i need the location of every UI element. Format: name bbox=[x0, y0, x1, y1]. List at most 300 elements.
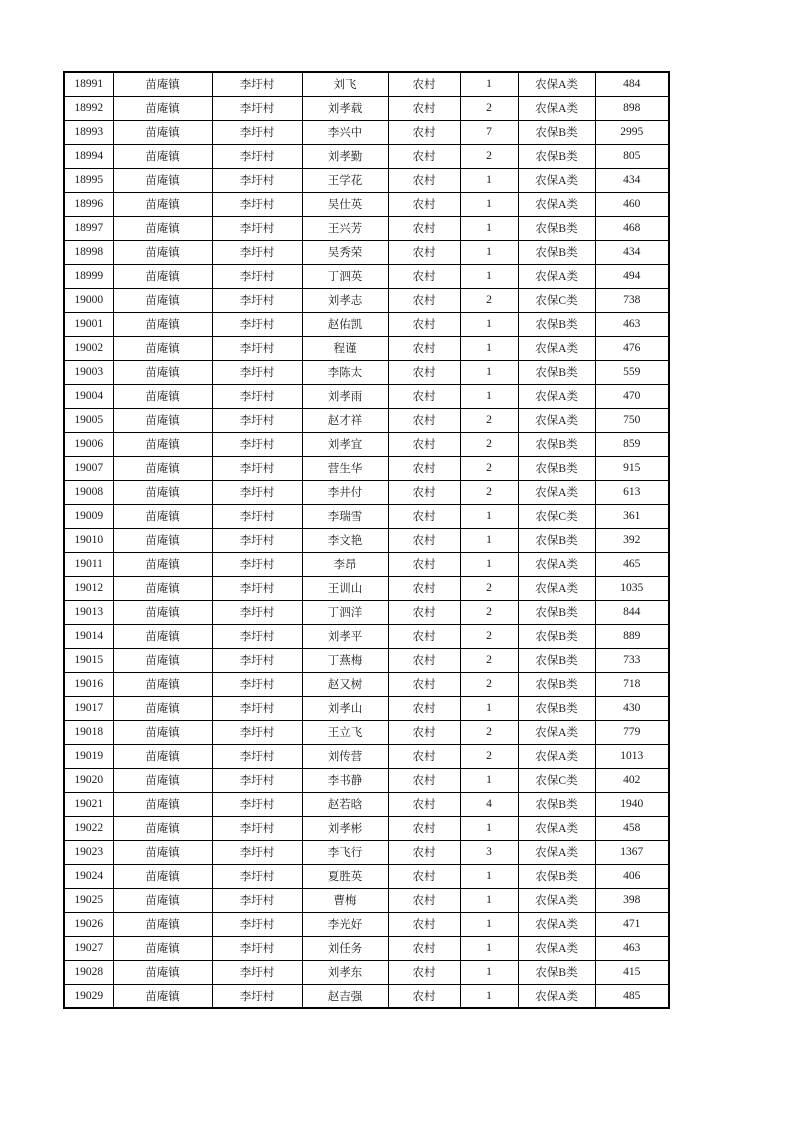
cell-serial-number: 19010 bbox=[64, 528, 113, 552]
cell-person-name: 王学花 bbox=[302, 168, 388, 192]
cell-amount: 460 bbox=[595, 192, 669, 216]
cell-serial-number: 19005 bbox=[64, 408, 113, 432]
cell-person-name: 夏胜英 bbox=[302, 864, 388, 888]
cell-amount: 463 bbox=[595, 312, 669, 336]
cell-insurance-category: 农保A类 bbox=[518, 840, 595, 864]
cell-residence-type: 农村 bbox=[388, 96, 460, 120]
table-row bbox=[64, 864, 669, 888]
cell-village: 李圩村 bbox=[212, 264, 302, 288]
cell-village: 李圩村 bbox=[212, 72, 302, 96]
cell-person-count: 3 bbox=[460, 840, 518, 864]
cell-person-name: 李文艳 bbox=[302, 528, 388, 552]
cell-residence-type: 农村 bbox=[388, 216, 460, 240]
cell-residence-type: 农村 bbox=[388, 336, 460, 360]
cell-person-count: 1 bbox=[460, 240, 518, 264]
cell-residence-type: 农村 bbox=[388, 816, 460, 840]
cell-person-name: 李井付 bbox=[302, 480, 388, 504]
cell-person-name: 赵若晗 bbox=[302, 792, 388, 816]
cell-residence-type: 农村 bbox=[388, 264, 460, 288]
cell-town: 苗庵镇 bbox=[113, 360, 212, 384]
cell-town: 苗庵镇 bbox=[113, 408, 212, 432]
cell-amount: 415 bbox=[595, 960, 669, 984]
cell-town: 苗庵镇 bbox=[113, 984, 212, 1008]
cell-insurance-category: 农保B类 bbox=[518, 312, 595, 336]
cell-serial-number: 19018 bbox=[64, 720, 113, 744]
table-row bbox=[64, 744, 669, 768]
cell-town: 苗庵镇 bbox=[113, 624, 212, 648]
cell-person-count: 1 bbox=[460, 984, 518, 1008]
table-row bbox=[64, 288, 669, 312]
cell-village: 李圩村 bbox=[212, 792, 302, 816]
cell-residence-type: 农村 bbox=[388, 168, 460, 192]
cell-village: 李圩村 bbox=[212, 768, 302, 792]
cell-residence-type: 农村 bbox=[388, 888, 460, 912]
table-row bbox=[64, 192, 669, 216]
cell-town: 苗庵镇 bbox=[113, 216, 212, 240]
table-row bbox=[64, 456, 669, 480]
cell-town: 苗庵镇 bbox=[113, 456, 212, 480]
cell-person-name: 刘孝志 bbox=[302, 288, 388, 312]
cell-serial-number: 19007 bbox=[64, 456, 113, 480]
cell-person-name: 李昂 bbox=[302, 552, 388, 576]
cell-town: 苗庵镇 bbox=[113, 888, 212, 912]
cell-insurance-category: 农保B类 bbox=[518, 360, 595, 384]
cell-amount: 430 bbox=[595, 696, 669, 720]
cell-insurance-category: 农保A类 bbox=[518, 744, 595, 768]
table-row bbox=[64, 720, 669, 744]
table-row bbox=[64, 696, 669, 720]
cell-person-name: 丁泗洋 bbox=[302, 600, 388, 624]
cell-residence-type: 农村 bbox=[388, 912, 460, 936]
cell-insurance-category: 农保B类 bbox=[518, 120, 595, 144]
cell-village: 李圩村 bbox=[212, 120, 302, 144]
cell-amount: 844 bbox=[595, 600, 669, 624]
cell-insurance-category: 农保B类 bbox=[518, 672, 595, 696]
cell-person-count: 2 bbox=[460, 624, 518, 648]
cell-person-name: 吴秀荣 bbox=[302, 240, 388, 264]
cell-serial-number: 19022 bbox=[64, 816, 113, 840]
cell-town: 苗庵镇 bbox=[113, 696, 212, 720]
cell-person-count: 2 bbox=[460, 672, 518, 696]
cell-town: 苗庵镇 bbox=[113, 576, 212, 600]
cell-residence-type: 农村 bbox=[388, 648, 460, 672]
cell-serial-number: 18994 bbox=[64, 144, 113, 168]
cell-amount: 465 bbox=[595, 552, 669, 576]
cell-amount: 779 bbox=[595, 720, 669, 744]
cell-insurance-category: 农保B类 bbox=[518, 624, 595, 648]
cell-town: 苗庵镇 bbox=[113, 144, 212, 168]
cell-person-count: 1 bbox=[460, 528, 518, 552]
cell-town: 苗庵镇 bbox=[113, 912, 212, 936]
cell-person-name: 李书静 bbox=[302, 768, 388, 792]
cell-person-count: 1 bbox=[460, 936, 518, 960]
cell-person-name: 赵佑凯 bbox=[302, 312, 388, 336]
cell-serial-number: 19003 bbox=[64, 360, 113, 384]
table-row bbox=[64, 888, 669, 912]
cell-town: 苗庵镇 bbox=[113, 72, 212, 96]
cell-town: 苗庵镇 bbox=[113, 552, 212, 576]
cell-residence-type: 农村 bbox=[388, 984, 460, 1008]
cell-amount: 718 bbox=[595, 672, 669, 696]
cell-town: 苗庵镇 bbox=[113, 384, 212, 408]
cell-residence-type: 农村 bbox=[388, 624, 460, 648]
cell-village: 李圩村 bbox=[212, 456, 302, 480]
cell-amount: 1013 bbox=[595, 744, 669, 768]
cell-amount: 406 bbox=[595, 864, 669, 888]
cell-serial-number: 18992 bbox=[64, 96, 113, 120]
cell-serial-number: 19009 bbox=[64, 504, 113, 528]
cell-residence-type: 农村 bbox=[388, 456, 460, 480]
cell-insurance-category: 农保B类 bbox=[518, 216, 595, 240]
cell-person-name: 刘孝山 bbox=[302, 696, 388, 720]
cell-serial-number: 18997 bbox=[64, 216, 113, 240]
benefits-register-table bbox=[63, 71, 670, 1009]
cell-person-name: 刘任务 bbox=[302, 936, 388, 960]
cell-amount: 733 bbox=[595, 648, 669, 672]
cell-town: 苗庵镇 bbox=[113, 744, 212, 768]
cell-amount: 750 bbox=[595, 408, 669, 432]
cell-residence-type: 农村 bbox=[388, 672, 460, 696]
cell-residence-type: 农村 bbox=[388, 240, 460, 264]
cell-person-count: 2 bbox=[460, 144, 518, 168]
cell-amount: 859 bbox=[595, 432, 669, 456]
table-row bbox=[64, 216, 669, 240]
cell-town: 苗庵镇 bbox=[113, 768, 212, 792]
table-row bbox=[64, 600, 669, 624]
cell-person-count: 1 bbox=[460, 504, 518, 528]
table-body bbox=[64, 72, 669, 1008]
cell-amount: 613 bbox=[595, 480, 669, 504]
table-row bbox=[64, 96, 669, 120]
cell-village: 李圩村 bbox=[212, 816, 302, 840]
cell-person-count: 2 bbox=[460, 408, 518, 432]
cell-town: 苗庵镇 bbox=[113, 192, 212, 216]
cell-village: 李圩村 bbox=[212, 504, 302, 528]
cell-person-name: 刘孝东 bbox=[302, 960, 388, 984]
cell-amount: 494 bbox=[595, 264, 669, 288]
cell-person-count: 4 bbox=[460, 792, 518, 816]
cell-person-name: 王训山 bbox=[302, 576, 388, 600]
cell-amount: 476 bbox=[595, 336, 669, 360]
cell-serial-number: 18993 bbox=[64, 120, 113, 144]
cell-person-name: 赵吉强 bbox=[302, 984, 388, 1008]
cell-town: 苗庵镇 bbox=[113, 960, 212, 984]
cell-town: 苗庵镇 bbox=[113, 600, 212, 624]
cell-insurance-category: 农保B类 bbox=[518, 600, 595, 624]
cell-town: 苗庵镇 bbox=[113, 288, 212, 312]
cell-person-count: 1 bbox=[460, 384, 518, 408]
cell-residence-type: 农村 bbox=[388, 72, 460, 96]
cell-residence-type: 农村 bbox=[388, 960, 460, 984]
cell-village: 李圩村 bbox=[212, 624, 302, 648]
cell-town: 苗庵镇 bbox=[113, 528, 212, 552]
cell-serial-number: 19028 bbox=[64, 960, 113, 984]
cell-town: 苗庵镇 bbox=[113, 672, 212, 696]
cell-person-name: 王兴芳 bbox=[302, 216, 388, 240]
cell-person-count: 2 bbox=[460, 432, 518, 456]
cell-village: 李圩村 bbox=[212, 696, 302, 720]
cell-serial-number: 19004 bbox=[64, 384, 113, 408]
cell-town: 苗庵镇 bbox=[113, 816, 212, 840]
cell-insurance-category: 农保A类 bbox=[518, 552, 595, 576]
cell-serial-number: 19029 bbox=[64, 984, 113, 1008]
cell-town: 苗庵镇 bbox=[113, 864, 212, 888]
cell-serial-number: 18991 bbox=[64, 72, 113, 96]
cell-serial-number: 19012 bbox=[64, 576, 113, 600]
cell-person-name: 李光好 bbox=[302, 912, 388, 936]
cell-insurance-category: 农保A类 bbox=[518, 96, 595, 120]
table-row bbox=[64, 912, 669, 936]
cell-serial-number: 19020 bbox=[64, 768, 113, 792]
cell-amount: 361 bbox=[595, 504, 669, 528]
cell-person-count: 1 bbox=[460, 360, 518, 384]
cell-serial-number: 19013 bbox=[64, 600, 113, 624]
cell-insurance-category: 农保B类 bbox=[518, 696, 595, 720]
table-row bbox=[64, 432, 669, 456]
cell-insurance-category: 农保C类 bbox=[518, 768, 595, 792]
cell-person-count: 1 bbox=[460, 216, 518, 240]
cell-person-count: 1 bbox=[460, 72, 518, 96]
cell-village: 李圩村 bbox=[212, 528, 302, 552]
cell-person-count: 1 bbox=[460, 312, 518, 336]
cell-village: 李圩村 bbox=[212, 672, 302, 696]
table-row bbox=[64, 576, 669, 600]
cell-insurance-category: 农保A类 bbox=[518, 480, 595, 504]
cell-serial-number: 19000 bbox=[64, 288, 113, 312]
cell-amount: 434 bbox=[595, 240, 669, 264]
cell-amount: 1035 bbox=[595, 576, 669, 600]
table-row bbox=[64, 168, 669, 192]
cell-serial-number: 19016 bbox=[64, 672, 113, 696]
cell-serial-number: 18998 bbox=[64, 240, 113, 264]
table-row bbox=[64, 816, 669, 840]
table-row bbox=[64, 768, 669, 792]
cell-serial-number: 19019 bbox=[64, 744, 113, 768]
cell-village: 李圩村 bbox=[212, 408, 302, 432]
cell-village: 李圩村 bbox=[212, 360, 302, 384]
cell-person-name: 营生华 bbox=[302, 456, 388, 480]
cell-person-name: 李瑞雪 bbox=[302, 504, 388, 528]
cell-town: 苗庵镇 bbox=[113, 840, 212, 864]
cell-serial-number: 19008 bbox=[64, 480, 113, 504]
cell-town: 苗庵镇 bbox=[113, 120, 212, 144]
table-row bbox=[64, 144, 669, 168]
cell-person-count: 1 bbox=[460, 552, 518, 576]
cell-serial-number: 19006 bbox=[64, 432, 113, 456]
cell-person-name: 刘孝彬 bbox=[302, 816, 388, 840]
cell-insurance-category: 农保C类 bbox=[518, 504, 595, 528]
cell-person-count: 1 bbox=[460, 768, 518, 792]
cell-town: 苗庵镇 bbox=[113, 432, 212, 456]
cell-insurance-category: 农保A类 bbox=[518, 336, 595, 360]
table-row bbox=[64, 408, 669, 432]
cell-person-count: 2 bbox=[460, 600, 518, 624]
cell-amount: 484 bbox=[595, 72, 669, 96]
cell-insurance-category: 农保A类 bbox=[518, 264, 595, 288]
cell-serial-number: 19021 bbox=[64, 792, 113, 816]
cell-person-count: 2 bbox=[460, 456, 518, 480]
table-row bbox=[64, 960, 669, 984]
cell-amount: 392 bbox=[595, 528, 669, 552]
cell-person-count: 1 bbox=[460, 264, 518, 288]
cell-village: 李圩村 bbox=[212, 888, 302, 912]
cell-village: 李圩村 bbox=[212, 216, 302, 240]
table-row bbox=[64, 504, 669, 528]
table-row bbox=[64, 792, 669, 816]
cell-village: 李圩村 bbox=[212, 960, 302, 984]
cell-insurance-category: 农保A类 bbox=[518, 384, 595, 408]
cell-insurance-category: 农保B类 bbox=[518, 432, 595, 456]
table-row bbox=[64, 264, 669, 288]
cell-village: 李圩村 bbox=[212, 600, 302, 624]
table-row bbox=[64, 984, 669, 1008]
cell-person-name: 刘孝宜 bbox=[302, 432, 388, 456]
cell-amount: 398 bbox=[595, 888, 669, 912]
cell-residence-type: 农村 bbox=[388, 480, 460, 504]
cell-person-count: 2 bbox=[460, 720, 518, 744]
cell-person-count: 1 bbox=[460, 888, 518, 912]
cell-amount: 458 bbox=[595, 816, 669, 840]
cell-person-name: 吴仕英 bbox=[302, 192, 388, 216]
cell-person-count: 1 bbox=[460, 912, 518, 936]
cell-residence-type: 农村 bbox=[388, 744, 460, 768]
cell-person-count: 1 bbox=[460, 816, 518, 840]
cell-insurance-category: 农保B类 bbox=[518, 864, 595, 888]
table-row bbox=[64, 936, 669, 960]
cell-person-name: 刘孝载 bbox=[302, 96, 388, 120]
cell-amount: 434 bbox=[595, 168, 669, 192]
cell-serial-number: 19014 bbox=[64, 624, 113, 648]
cell-person-count: 2 bbox=[460, 96, 518, 120]
cell-serial-number: 19025 bbox=[64, 888, 113, 912]
cell-person-name: 赵才祥 bbox=[302, 408, 388, 432]
cell-village: 李圩村 bbox=[212, 144, 302, 168]
cell-insurance-category: 农保C类 bbox=[518, 288, 595, 312]
cell-amount: 898 bbox=[595, 96, 669, 120]
cell-residence-type: 农村 bbox=[388, 840, 460, 864]
cell-insurance-category: 农保A类 bbox=[518, 816, 595, 840]
cell-insurance-category: 农保A类 bbox=[518, 888, 595, 912]
cell-village: 李圩村 bbox=[212, 648, 302, 672]
cell-town: 苗庵镇 bbox=[113, 312, 212, 336]
cell-person-name: 李飞行 bbox=[302, 840, 388, 864]
cell-insurance-category: 农保A类 bbox=[518, 912, 595, 936]
table-row bbox=[64, 624, 669, 648]
cell-serial-number: 19024 bbox=[64, 864, 113, 888]
cell-amount: 1940 bbox=[595, 792, 669, 816]
cell-village: 李圩村 bbox=[212, 552, 302, 576]
cell-amount: 402 bbox=[595, 768, 669, 792]
cell-person-count: 1 bbox=[460, 696, 518, 720]
cell-person-count: 2 bbox=[460, 480, 518, 504]
cell-residence-type: 农村 bbox=[388, 408, 460, 432]
cell-town: 苗庵镇 bbox=[113, 168, 212, 192]
cell-town: 苗庵镇 bbox=[113, 792, 212, 816]
cell-serial-number: 19026 bbox=[64, 912, 113, 936]
cell-village: 李圩村 bbox=[212, 288, 302, 312]
cell-person-name: 刘飞 bbox=[302, 72, 388, 96]
cell-village: 李圩村 bbox=[212, 432, 302, 456]
table-row bbox=[64, 840, 669, 864]
cell-residence-type: 农村 bbox=[388, 360, 460, 384]
cell-residence-type: 农村 bbox=[388, 120, 460, 144]
cell-serial-number: 19001 bbox=[64, 312, 113, 336]
cell-amount: 738 bbox=[595, 288, 669, 312]
cell-insurance-category: 农保A类 bbox=[518, 720, 595, 744]
cell-village: 李圩村 bbox=[212, 912, 302, 936]
cell-village: 李圩村 bbox=[212, 168, 302, 192]
cell-residence-type: 农村 bbox=[388, 288, 460, 312]
cell-person-name: 丁燕梅 bbox=[302, 648, 388, 672]
cell-amount: 470 bbox=[595, 384, 669, 408]
cell-residence-type: 农村 bbox=[388, 432, 460, 456]
cell-residence-type: 农村 bbox=[388, 504, 460, 528]
cell-insurance-category: 农保B类 bbox=[518, 240, 595, 264]
cell-insurance-category: 农保A类 bbox=[518, 984, 595, 1008]
cell-village: 李圩村 bbox=[212, 864, 302, 888]
cell-village: 李圩村 bbox=[212, 384, 302, 408]
cell-person-name: 王立飞 bbox=[302, 720, 388, 744]
cell-insurance-category: 农保A类 bbox=[518, 576, 595, 600]
cell-insurance-category: 农保A类 bbox=[518, 936, 595, 960]
cell-serial-number: 18996 bbox=[64, 192, 113, 216]
cell-person-name: 丁泗英 bbox=[302, 264, 388, 288]
cell-residence-type: 农村 bbox=[388, 696, 460, 720]
cell-residence-type: 农村 bbox=[388, 768, 460, 792]
cell-amount: 915 bbox=[595, 456, 669, 480]
cell-village: 李圩村 bbox=[212, 96, 302, 120]
table-row bbox=[64, 120, 669, 144]
cell-insurance-category: 农保B类 bbox=[518, 456, 595, 480]
cell-residence-type: 农村 bbox=[388, 144, 460, 168]
cell-insurance-category: 农保B类 bbox=[518, 528, 595, 552]
table-row bbox=[64, 552, 669, 576]
cell-serial-number: 18995 bbox=[64, 168, 113, 192]
cell-residence-type: 农村 bbox=[388, 528, 460, 552]
cell-serial-number: 19023 bbox=[64, 840, 113, 864]
cell-town: 苗庵镇 bbox=[113, 648, 212, 672]
cell-insurance-category: 农保B类 bbox=[518, 144, 595, 168]
cell-town: 苗庵镇 bbox=[113, 96, 212, 120]
cell-residence-type: 农村 bbox=[388, 576, 460, 600]
cell-town: 苗庵镇 bbox=[113, 336, 212, 360]
cell-person-name: 李兴中 bbox=[302, 120, 388, 144]
cell-village: 李圩村 bbox=[212, 936, 302, 960]
cell-residence-type: 农村 bbox=[388, 312, 460, 336]
cell-village: 李圩村 bbox=[212, 744, 302, 768]
cell-person-name: 刘孝勤 bbox=[302, 144, 388, 168]
cell-insurance-category: 农保B类 bbox=[518, 648, 595, 672]
cell-village: 李圩村 bbox=[212, 240, 302, 264]
cell-amount: 463 bbox=[595, 936, 669, 960]
cell-serial-number: 19027 bbox=[64, 936, 113, 960]
table-row bbox=[64, 240, 669, 264]
cell-amount: 1367 bbox=[595, 840, 669, 864]
cell-amount: 889 bbox=[595, 624, 669, 648]
table-row bbox=[64, 528, 669, 552]
cell-person-name: 曹梅 bbox=[302, 888, 388, 912]
cell-village: 李圩村 bbox=[212, 336, 302, 360]
cell-person-count: 1 bbox=[460, 336, 518, 360]
cell-serial-number: 19015 bbox=[64, 648, 113, 672]
cell-insurance-category: 农保A类 bbox=[518, 168, 595, 192]
cell-amount: 559 bbox=[595, 360, 669, 384]
cell-person-count: 2 bbox=[460, 744, 518, 768]
cell-person-name: 刘孝雨 bbox=[302, 384, 388, 408]
cell-residence-type: 农村 bbox=[388, 792, 460, 816]
cell-person-name: 赵又树 bbox=[302, 672, 388, 696]
cell-town: 苗庵镇 bbox=[113, 480, 212, 504]
